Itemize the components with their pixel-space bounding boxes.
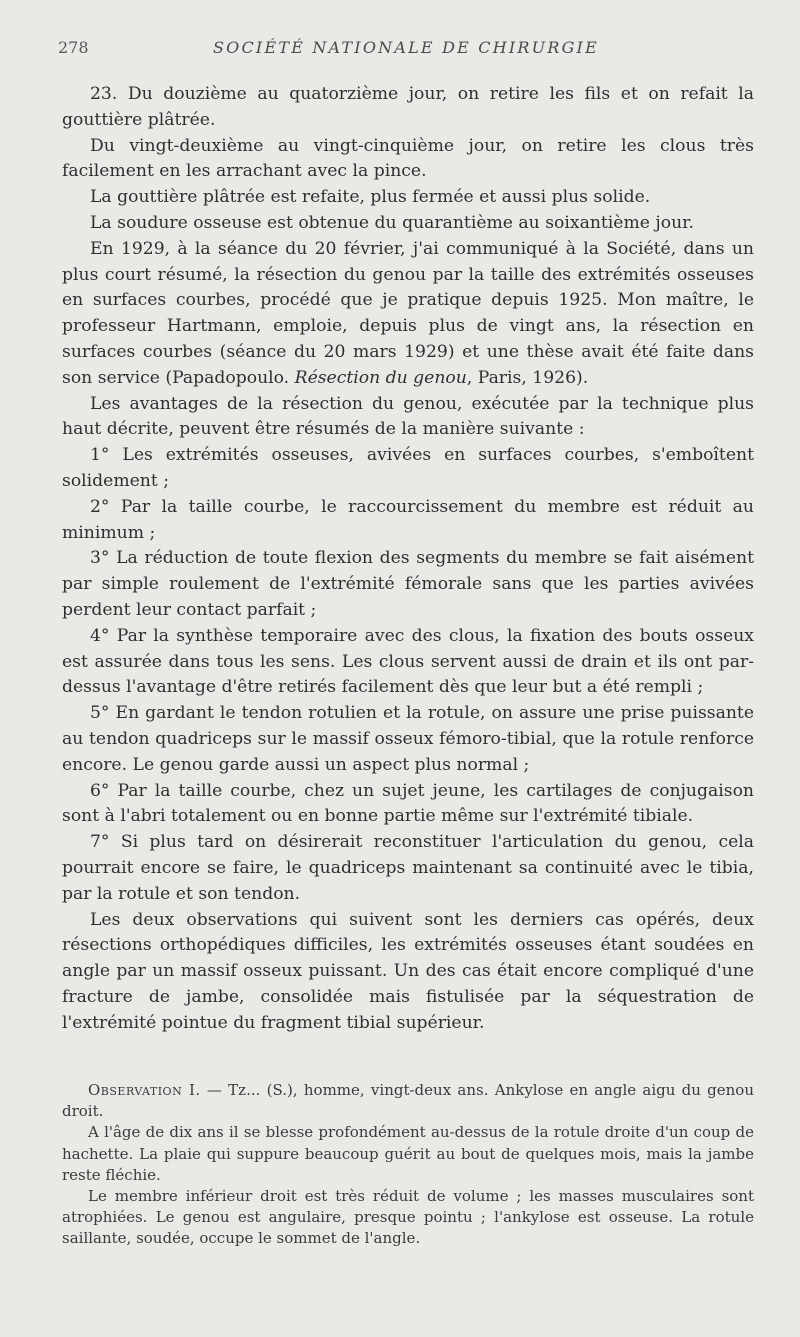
text-run: — Tz... (S.), homme, vingt-deux ans. Ankylose en angle aigu du genou droit.	[62, 1081, 754, 1121]
main-text	[62, 82, 754, 1036]
observation-label: Observation I.	[88, 1081, 201, 1099]
paragraph: Les deux observations qui suivent sont les derniers cas opérés, deux résections orthopédiques difficiles, les extrémités osseuses étant soudées en angle par un massif osseux puissant. Un des cas était encore compliqué d'une fracture de jambe, consolidée mais fistulisée par la séquestration de l'extrémité pointue du fragment tibial supérieur.	[62, 909, 754, 1033]
text-run: , Paris, 1926).	[466, 367, 589, 388]
observation-section	[62, 1080, 754, 1250]
list-item: 7° Si plus tard on désirerait reconstituer l'articulation du genou, cela pourrait encore se faire, le quadriceps maintenant sa continuité avec le tibia, par la rotule et son tendon.	[62, 832, 754, 904]
text-run: En 1929, à la séance du 20 février, j'ai communiqué à la Société, dans un plus court résumé, la résection du genou par la taille des extrémités osseuses en surfaces courbes, procédé que je pratique depuis 1925. Mon maître, le professeur Hartmann, emploie, depuis plus de vingt ans, la résection en surfaces courbes (séance du 20 mars 1929) et une thèse avait été faite dans son service (Papadopoulo.	[62, 238, 754, 388]
list-item: 6° Par la taille courbe, chez un sujet jeune, les cartilages de conjugaison sont à l'abri totalement ou en bonne partie même sur l'extrémité tibiale.	[62, 780, 754, 827]
page-number: 278	[58, 38, 89, 57]
paragraph: Le membre inférieur droit est très réduit de volume ; les masses musculaires sont atrophiées. Le genou est angulaire, presque pointu ; l'ankylose est osseuse. La rotule saillante, soudée, occupe le sommet de l'angle.	[62, 1187, 754, 1248]
paragraph: Les avantages de la résection du genou, exécutée par la technique plus haut décrite, peuvent être résumés de la manière suivante :	[62, 393, 754, 440]
running-head	[58, 38, 760, 62]
list-item: 5° En gardant le tendon rotulien et la rotule, on assure une prise puissante au tendon quadriceps sur le massif osseux fémoro-tibial, que la rotule renforce encore. Le genou garde aussi un aspect plus normal ;	[62, 703, 754, 775]
list-item: 3° La réduction de toute flexion des segments du membre se fait aisément par simple roulement de l'extrémité fémorale sans que les parties avivées perdent leur contact parfait ;	[62, 548, 754, 620]
observation-intro	[62, 1080, 754, 1122]
paragraph: Du vingt-deuxième au vingt-cinquième jour, on retire les clous très facilement en les arrachant avec la pince.	[62, 135, 754, 182]
list-item: 1° Les extrémités osseuses, avivées en surfaces courbes, s'emboîtent solidement ;	[62, 445, 754, 491]
paragraph: La soudure osseuse est obtenue du quarantième au soixantième jour.	[90, 212, 694, 233]
paragraph: 23. Du douzième au quatorzième jour, on retire les fils et on refait la gouttière plâtrée.	[62, 84, 754, 130]
paragraph: A l'âge de dix ans il se blesse profondément au-dessus de la rotule droite d'un coup de hachette. La plaie qui suppure beaucoup guérit au bout de quelques mois, mais la jambe reste fléchie.	[62, 1123, 754, 1184]
paragraph: La gouttière plâtrée est refaite, plus fermée et aussi plus solide.	[90, 187, 651, 208]
italic-title: Résection du genou	[294, 367, 467, 388]
list-item: 2° Par la taille courbe, le raccourcissement du membre est réduit au minimum ;	[62, 496, 754, 543]
list-item: 4° Par la synthèse temporaire avec des clous, la fixation des bouts osseux est assurée dans tous les sens. Les clous servent aussi de drain et ils ont par-dessus l'avantage d'être retirés facilement dès que leur but a été rempli ;	[62, 625, 754, 698]
paragraph	[62, 237, 754, 392]
journal-title: SOCIÉTÉ NATIONALE DE CHIRURGIE	[213, 38, 599, 57]
